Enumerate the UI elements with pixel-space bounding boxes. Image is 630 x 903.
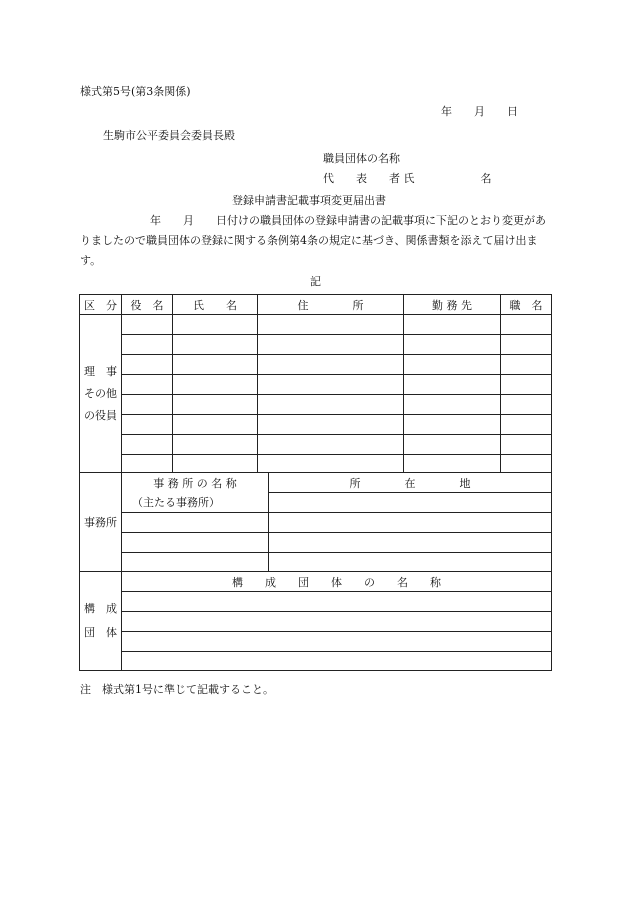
office-name-sub: （主たる事務所） bbox=[132, 496, 220, 509]
body-date: 年 月 日 bbox=[150, 214, 227, 227]
constituent-header-row bbox=[80, 572, 552, 592]
table-row bbox=[80, 455, 552, 473]
table-row bbox=[80, 632, 552, 652]
document-title: 登録申請書記載事項変更届出書 bbox=[232, 194, 386, 207]
date-line: 年 月 日 bbox=[441, 105, 518, 118]
table-row bbox=[80, 513, 552, 533]
table-row bbox=[80, 612, 552, 632]
constituent-name-header: 構 成 団 体 の 名 称 bbox=[122, 572, 552, 592]
form-number: 様式第5号(第3条関係) bbox=[80, 85, 191, 98]
office-section-label: 事務所 bbox=[80, 473, 122, 572]
table-cell[interactable] bbox=[173, 315, 258, 335]
table-row bbox=[80, 415, 552, 435]
constituent-table bbox=[79, 571, 552, 671]
table-cell[interactable] bbox=[258, 315, 404, 335]
addressee: 生駒市公平委員会委員長殿 bbox=[103, 129, 235, 142]
officers-header-row bbox=[80, 295, 552, 315]
office-name-header: 事 務 所 の 名 称 （主たる事務所） bbox=[122, 473, 269, 513]
body-paragraph bbox=[80, 211, 552, 271]
header-workplace: 勤 務 先 bbox=[404, 295, 501, 315]
table-cell[interactable] bbox=[404, 315, 501, 335]
note: 注 様式第1号に準じて記載すること。 bbox=[80, 683, 274, 696]
table-cell[interactable] bbox=[501, 315, 552, 335]
representative-label: 代 表 者 氏 名 bbox=[323, 172, 492, 185]
office-location-header: 所 在 地 bbox=[269, 473, 552, 493]
header-name: 氏 名 bbox=[173, 295, 258, 315]
body-text: 付けの職員団体の登録申請書の記載事項に下記のとおり変更がありましたので職員団体の登録に関する条例第4条の規定に基づき、関係書類を添えて届け出ます。 bbox=[80, 214, 546, 267]
table-row bbox=[80, 592, 552, 612]
header-position: 職 名 bbox=[501, 295, 552, 315]
table-row bbox=[80, 375, 552, 395]
office-table bbox=[79, 472, 552, 572]
table-row bbox=[80, 395, 552, 415]
ki-label: 記 bbox=[310, 275, 321, 288]
header-category: 区 分 bbox=[80, 295, 122, 315]
constituent-section-label: 構 成 団 体 bbox=[80, 572, 122, 671]
org-name-label: 職員団体の名称 bbox=[323, 152, 400, 165]
table-row bbox=[80, 335, 552, 355]
table-row bbox=[80, 652, 552, 671]
table-cell[interactable] bbox=[122, 315, 173, 335]
table-row bbox=[80, 315, 552, 335]
table-row bbox=[80, 533, 552, 553]
table-row bbox=[80, 553, 552, 572]
header-address: 住 所 bbox=[258, 295, 404, 315]
officers-table bbox=[79, 294, 552, 473]
officers-section-label: 理 事 その他 の役員 bbox=[80, 315, 122, 473]
table-row bbox=[80, 435, 552, 455]
header-title: 役 名 bbox=[122, 295, 173, 315]
table-row bbox=[80, 355, 552, 375]
office-header-row bbox=[80, 473, 552, 493]
